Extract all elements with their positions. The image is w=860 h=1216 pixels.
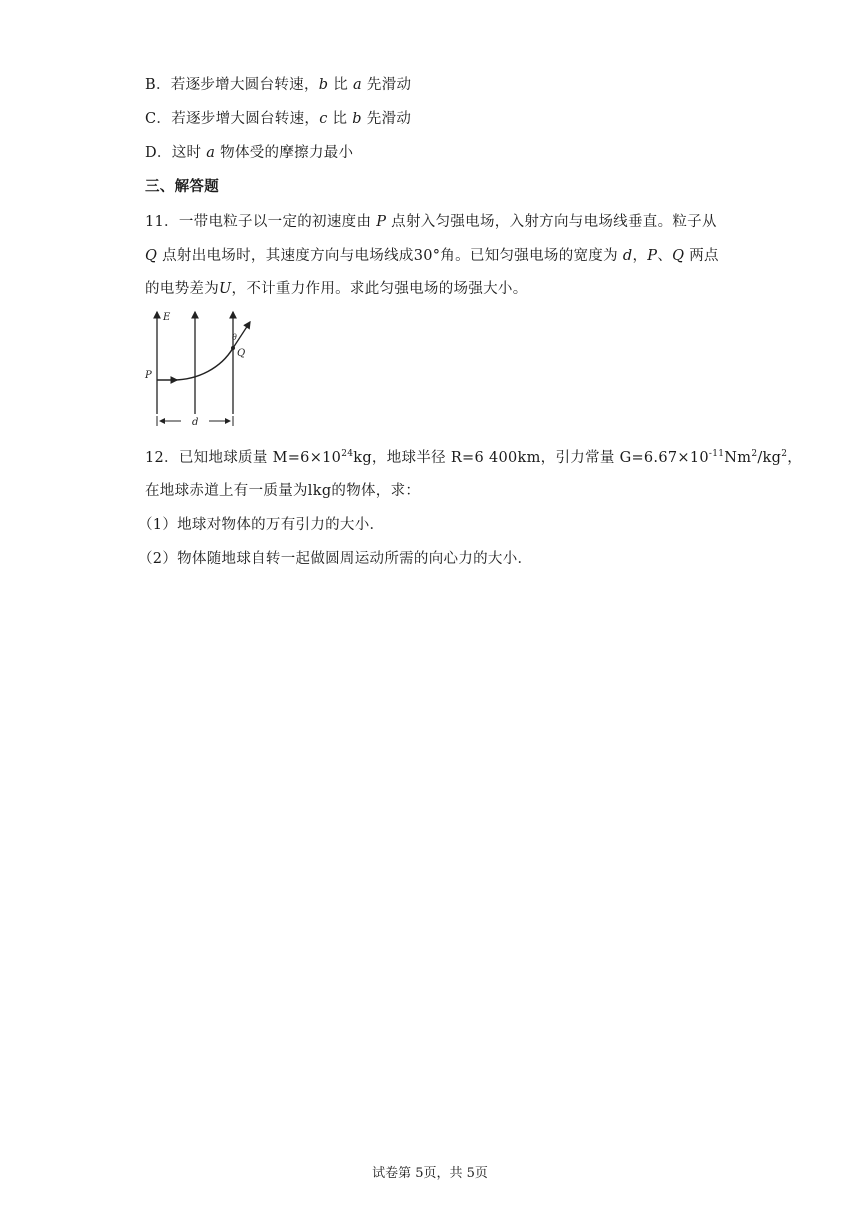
option-d-label: D． — [145, 145, 172, 161]
option-c — [145, 107, 411, 128]
option-b-label: B． — [145, 77, 171, 93]
option-b — [145, 73, 411, 94]
q11-line-1 — [145, 210, 717, 231]
q11-var-d: d — [622, 248, 633, 264]
q11-var-q: Q — [672, 248, 685, 264]
option-d — [145, 141, 353, 162]
q11-text: ，不计重力作用。求此匀强电场的场强大小。 — [231, 281, 528, 297]
q11-text: 点射出电场时，其速度方向与电场线成30°角。已知匀强电场的宽度为 — [162, 248, 618, 264]
q12-subquestion-1: （1）地球对物体的万有引力的大小． — [138, 517, 385, 533]
option-d-var-1: a — [206, 145, 216, 161]
label-e: E — [163, 312, 171, 323]
option-b-var-1: b — [318, 77, 329, 93]
q11-line-2 — [145, 244, 719, 265]
q12-exponent: 24 — [341, 449, 354, 460]
option-c-text-1: 若逐步增大圆台转速， — [171, 111, 320, 127]
option-c-label: C． — [145, 111, 172, 127]
page-footer: 试卷第 5页，共 5页 — [372, 1166, 488, 1181]
q12-number: 12． — [145, 450, 179, 466]
option-b-var-2: a — [353, 77, 362, 93]
q12-exponent: 2 — [751, 449, 758, 460]
q12-subquestion-2: （2）物体随地球自转一起做圆周运动所需的向心力的大小． — [138, 551, 533, 567]
q11-var-p: P — [376, 214, 387, 230]
option-c-text-3: 先滑动 — [366, 111, 412, 127]
q12-exponent: -11 — [708, 449, 725, 460]
q11-line-3 — [145, 277, 528, 298]
q12-line-2: 在地球赤道上有一质量为lkg的物体，求： — [145, 483, 421, 499]
q11-text: ， — [632, 248, 648, 264]
q11-text: 、 — [657, 248, 673, 264]
electric-field-diagram — [143, 306, 263, 432]
option-c-var-2: b — [352, 111, 362, 127]
q12-text: 已知地球质量 M=6×10 — [178, 450, 342, 466]
point-q-dot — [231, 346, 235, 350]
q11-var-u: U — [219, 281, 232, 297]
label-p: P — [145, 370, 152, 381]
q11-var-q: Q — [145, 248, 158, 264]
q11-number: 11． — [145, 214, 179, 230]
q12-text: kg，地球半径 R=6 400km，引力常量 G=6.67×10 — [353, 450, 709, 466]
label-q: Q — [237, 348, 246, 359]
q12-text: ， — [787, 450, 803, 466]
q11-text: 的电势差为 — [145, 281, 219, 297]
section-title: 三、解答题 — [145, 178, 219, 195]
label-theta: θ — [232, 333, 237, 342]
q11-var-p: P — [647, 248, 658, 264]
option-d-text-2: 物体受的摩擦力最小 — [220, 145, 354, 161]
q11-text: 两点 — [689, 248, 719, 264]
q12-exponent: 2 — [781, 449, 788, 460]
q12-line-1 — [145, 446, 802, 467]
q12-text: /kg — [757, 450, 782, 466]
q12-text: Nm — [724, 450, 752, 466]
label-d: d — [192, 417, 199, 428]
option-c-var-1: c — [319, 111, 328, 127]
option-b-text-2: 比 — [333, 77, 349, 93]
option-c-text-2: 比 — [332, 111, 348, 127]
option-b-text-1: 若逐步增大圆台转速， — [170, 77, 319, 93]
q11-text: 点射入匀强电场，入射方向与电场线垂直。粒子从 — [391, 214, 717, 230]
option-d-text-1: 这时 — [171, 145, 202, 161]
option-b-text-3: 先滑动 — [366, 77, 412, 93]
q11-text: 一带电粒子以一定的初速度由 — [178, 214, 372, 230]
